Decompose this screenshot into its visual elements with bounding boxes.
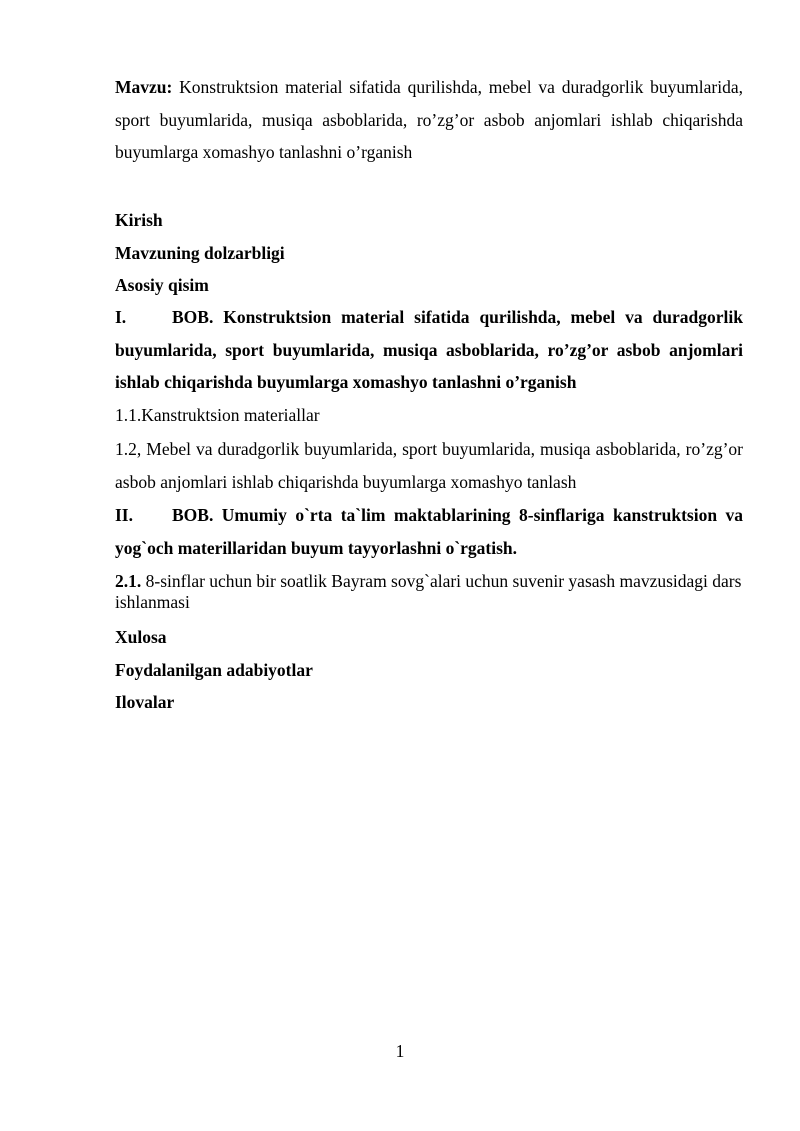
toc-chapter-2	[115, 499, 743, 564]
topic-text: Konstruktsion material sifatida qurilishda, mebel va duradgorlik buyumlarida, sport buyumlarida, musiqa asboblarida, ro’zg’or asbob anjomlari ishlab chiqarishda buyumlarga xomashyo tanlashni o’rganish	[115, 77, 743, 162]
toc-section-1-2: 1.2, Mebel va duradgorlik buyumlarida, sport buyumlarida, musiqa asboblarida, ro’zg’or asbob anjomlari ishlab chiqarishda buyumlarga xomashyo tanlash	[115, 439, 743, 492]
toc-section-1-1: 1.1.Kanstruktsion materiallar	[115, 405, 320, 425]
toc-section-2-1	[115, 571, 743, 613]
toc-kirish: Kirish	[115, 210, 163, 230]
toc-chapter-1	[115, 301, 743, 399]
chapter-2-number: II.	[115, 505, 133, 525]
toc-adabiyotlar: Foydalanilgan adabiyotlar	[115, 660, 313, 680]
chapter-2-title: BOB. Umumiy o`rta ta`lim maktablarining 8-sinflariga kanstruktsion va yog`och materillaridan buyum tayyorlashni o`rgatish.	[115, 505, 743, 558]
topic-paragraph	[115, 71, 743, 169]
toc-dolzarblik: Mavzuning dolzarbligi	[115, 243, 285, 263]
section-2-1-number: 2.1.	[115, 571, 142, 591]
page-number: 1	[395, 1041, 405, 1061]
toc-xulosa: Xulosa	[115, 627, 167, 647]
toc-asosiy-qisim: Asosiy qisim	[115, 275, 209, 295]
chapter-1-title: BOB. Konstruktsion material sifatida qurilishda, mebel va duradgorlik buyumlarida, sport buyumlarida, musiqa asboblarida, ro’zg’or asbob anjomlari ishlab chiqarishda buyumlarga xomashyo tanlashni o’rganish	[115, 307, 743, 392]
topic-label: Mavzu:	[115, 77, 173, 97]
chapter-1-number: I.	[115, 307, 127, 327]
section-2-1-text: 8-sinflar uchun bir soatlik Bayram sovg`alari uchun suvenir yasash mavzusidagi dars ishlanmasi	[115, 571, 742, 612]
toc-ilovalar: Ilovalar	[115, 692, 175, 712]
